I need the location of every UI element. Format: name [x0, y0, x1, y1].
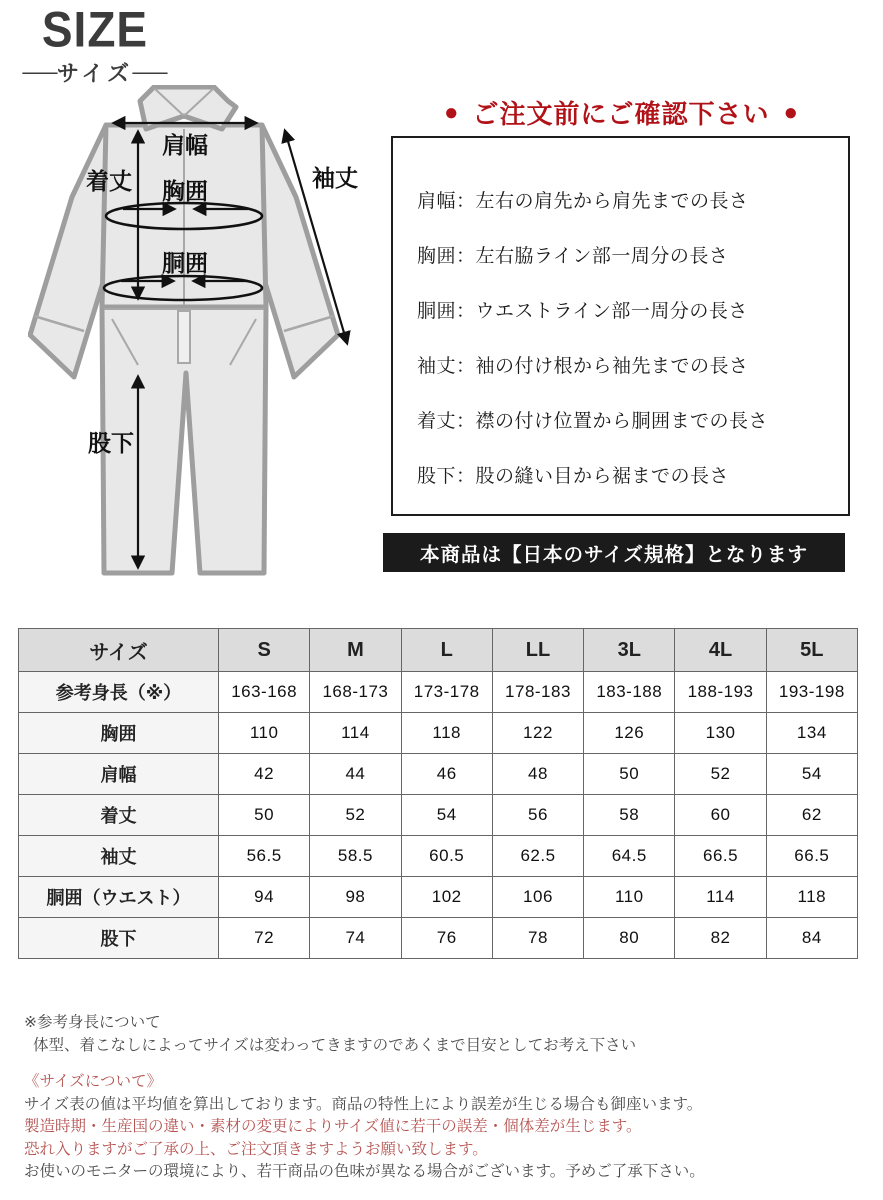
table-cell: 58	[584, 795, 675, 836]
table-cell: 183-188	[584, 672, 675, 713]
title-dash-right: —	[132, 59, 168, 85]
table-cell: 52	[675, 754, 766, 795]
table-row	[19, 713, 858, 754]
definition-body-length: 着丈：襟の付け位置から胴囲までの長さ	[417, 411, 769, 432]
table-cell: 84	[766, 918, 857, 959]
measurement-definitions-box	[391, 136, 850, 516]
column-header-size: M	[310, 629, 401, 672]
table-cell: 72	[219, 918, 310, 959]
table-cell: 94	[219, 877, 310, 918]
title-japanese	[10, 57, 180, 88]
confirm-header-text: ご注文前にご確認下さい	[472, 99, 770, 129]
table-cell: 178-183	[492, 672, 583, 713]
table-cell: 50	[584, 754, 675, 795]
definition-chest: 胸囲：左右脇ライン部一周分の長さ	[417, 246, 729, 267]
definition-sleeve: 袖丈：袖の付け根から袖先までの長さ	[417, 356, 749, 377]
table-cell: 98	[310, 877, 401, 918]
red-dot-left-icon: ●	[443, 98, 459, 126]
table-row	[19, 836, 858, 877]
table-cell: 58.5	[310, 836, 401, 877]
table-cell: 54	[401, 795, 492, 836]
notes-spacer	[24, 1057, 870, 1071]
table-cell: 173-178	[401, 672, 492, 713]
red-dot-right-icon: ●	[783, 98, 798, 126]
note-apology: 恐れ入りますがご了承の上、ご注文頂きますようお願い致します。	[24, 1140, 488, 1158]
body-length-label: 着丈	[86, 168, 132, 194]
table-cell: 118	[766, 877, 857, 918]
row-label: 胴囲（ウエスト）	[19, 877, 219, 918]
note-about-size-title: 《サイズについて》	[24, 1073, 162, 1090]
note-monitor-color: お使いのモニターの環境により、若干商品の色味が異なる場合がございます。予めご了承下さい。	[24, 1163, 705, 1180]
column-header-label: サイズ	[19, 629, 219, 672]
table-cell: 42	[219, 754, 310, 795]
table-cell: 122	[492, 713, 583, 754]
table-cell: 74	[310, 918, 401, 959]
table-cell: 66.5	[675, 836, 766, 877]
waist-label: 胴囲	[162, 250, 208, 276]
table-cell: 193-198	[766, 672, 857, 713]
sleeve-length-label: 袖丈	[312, 165, 358, 191]
table-cell: 163-168	[219, 672, 310, 713]
table-cell: 82	[675, 918, 766, 959]
column-header-size: 3L	[584, 629, 675, 672]
definition-shoulder: 肩幅：左右の肩先から肩先までの長さ	[417, 191, 749, 212]
table-cell: 56	[492, 795, 583, 836]
confirm-header	[390, 94, 852, 131]
definition-inseam: 股下：股の縫い目から裾までの長さ	[417, 466, 730, 487]
table-cell: 46	[401, 754, 492, 795]
row-label: 袖丈	[19, 836, 219, 877]
table-cell: 56.5	[219, 836, 310, 877]
row-label: 股下	[19, 918, 219, 959]
size-table	[18, 628, 858, 959]
row-label: 着丈	[19, 795, 219, 836]
title-english: SIZE	[41, 0, 149, 58]
table-cell: 60	[675, 795, 766, 836]
table-cell: 110	[219, 713, 310, 754]
table-cell: 188-193	[675, 672, 766, 713]
table-cell: 168-173	[310, 672, 401, 713]
table-cell: 126	[584, 713, 675, 754]
japan-size-banner: 本商品は【日本のサイズ規格】となります	[383, 533, 845, 572]
definition-waist: 胴囲：ウエストライン部一周分の長さ	[417, 301, 748, 322]
column-header-size: LL	[492, 629, 583, 672]
footer-notes	[24, 1012, 870, 1184]
table-cell: 64.5	[584, 836, 675, 877]
table-cell: 66.5	[766, 836, 857, 877]
table-cell: 110	[584, 877, 675, 918]
table-header-row	[19, 629, 858, 672]
page-title	[10, 0, 180, 88]
table-row	[19, 877, 858, 918]
chest-label: 胸囲	[162, 178, 208, 204]
table-cell: 48	[492, 754, 583, 795]
table-cell: 76	[401, 918, 492, 959]
table-cell: 130	[675, 713, 766, 754]
inseam-label: 股下	[88, 430, 134, 456]
table-cell: 102	[401, 877, 492, 918]
table-cell: 60.5	[401, 836, 492, 877]
note-reference-height-title: ※参考身長について	[24, 1014, 161, 1031]
title-dash-left: —	[22, 59, 58, 85]
coverall-diagram	[28, 85, 378, 615]
table-cell: 80	[584, 918, 675, 959]
column-header-size: S	[219, 629, 310, 672]
row-label: 胸囲	[19, 713, 219, 754]
table-cell: 134	[766, 713, 857, 754]
table-cell: 114	[675, 877, 766, 918]
title-japanese-text: サイズ	[56, 60, 134, 86]
table-cell: 62.5	[492, 836, 583, 877]
shoulder-width-label: 肩幅	[162, 132, 208, 158]
table-row	[19, 795, 858, 836]
note-manufacturing-variance: 製造時期・生産国の違い・素材の変更によりサイズ値に若干の誤差・個体差が生じます。	[24, 1118, 642, 1135]
table-cell: 62	[766, 795, 857, 836]
table-cell: 52	[310, 795, 401, 836]
row-label: 肩幅	[19, 754, 219, 795]
table-cell: 106	[492, 877, 583, 918]
table-cell: 78	[492, 918, 583, 959]
table-cell: 44	[310, 754, 401, 795]
row-label: 参考身長（※）	[19, 672, 219, 713]
table-row	[19, 754, 858, 795]
table-row	[19, 672, 858, 713]
column-header-size: 4L	[675, 629, 766, 672]
note-reference-height-body: 体型、着こなしによってサイズは変わってきますのであくまで目安としてお考え下さい	[33, 1036, 637, 1054]
column-header-size: L	[401, 629, 492, 672]
table-cell: 50	[219, 795, 310, 836]
table-row	[19, 918, 858, 959]
table-cell: 114	[310, 713, 401, 754]
table-cell: 118	[401, 713, 492, 754]
table-cell: 54	[766, 754, 857, 795]
column-header-size: 5L	[766, 629, 857, 672]
note-average-values: サイズ表の値は平均値を算出しております。商品の特性上により誤差が生じる場合も御座います。	[24, 1095, 703, 1113]
